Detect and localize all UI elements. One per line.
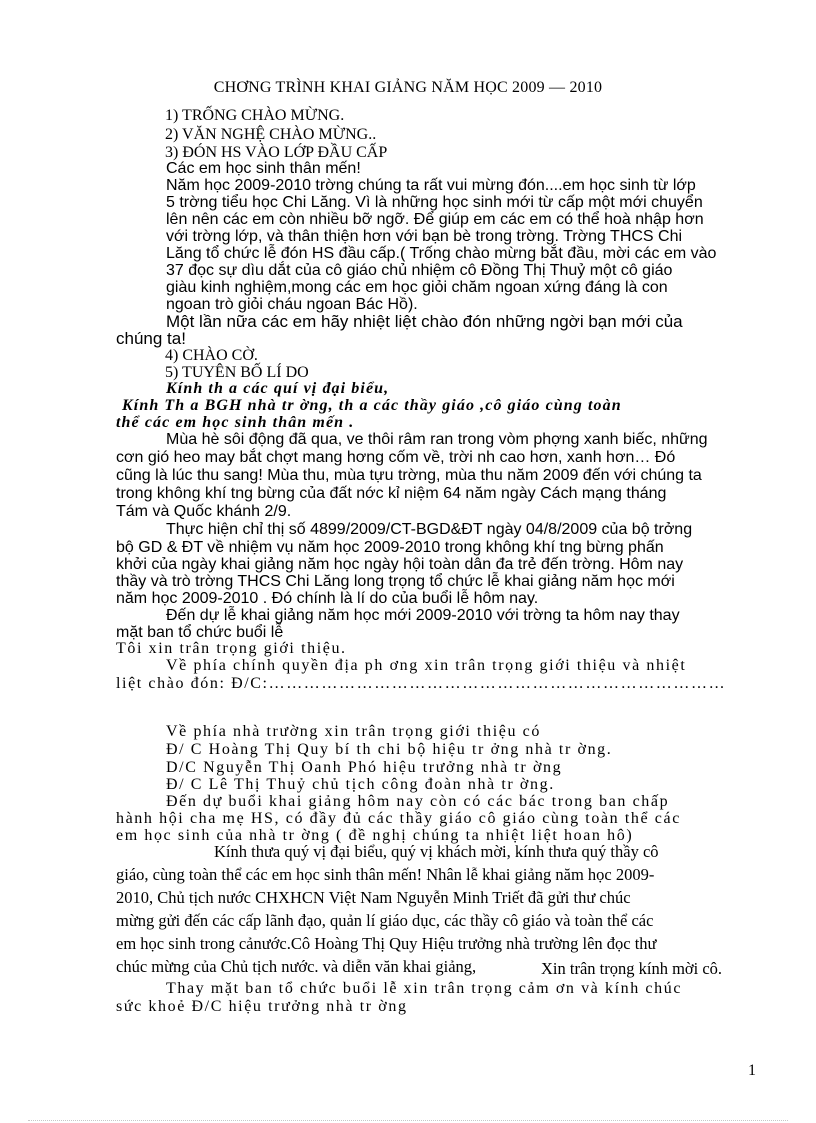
- welcome-line: Các em học sinh thân mến!: [166, 160, 361, 177]
- welcome-line: 5 trờng tiểu học Chi Lăng. Vì là những học sinh mới từ cấp một mới chuyển: [166, 194, 703, 211]
- body-line: năm học 2009-2010 . Đó chính là lí do của buổi lễ hôm nay.: [116, 590, 539, 607]
- body-line: Tám và Quốc khánh 2/9.: [116, 503, 292, 520]
- body-line: Kính thưa quý vị đại biểu, quý vị khách mời, kính thưa quý thầy cô: [214, 842, 659, 861]
- welcome-line: ngoan trò giỏi cháu ngoan Bác Hồ).: [166, 296, 418, 313]
- body-line: em học sinh trong cảnước.Cô Hoàng Thị Quy Hiệu trưởng nhà trường lên đọc thư: [116, 934, 657, 953]
- salutation-line: Kính Th a BGH nhà tr ờng, th a các thầy giáo ,cô giáo cùng toàn: [122, 397, 622, 414]
- page-bottom-border: [28, 1120, 788, 1121]
- intro-line: Về phía chính quyền địa ph ơng xin trân trọng giới thiệu và nhiệt: [166, 657, 687, 674]
- page-number: 1: [748, 1062, 756, 1079]
- body-line: thầy và trò trờng THCS Chi Lăng long trọng tổ chức lễ khai giảng năm học mới: [116, 573, 675, 590]
- program-item-1: 1) TRỐNG CHÀO MỪNG.: [165, 107, 345, 124]
- body-line: trong không khí tng bừng của đất nớc kỉ niệm 64 năm ngày Cách mạng tháng: [116, 485, 667, 502]
- body-line: cũng là lúc thu sang! Mùa thu, mùa tựu trờng, mùa thu năm 2009 đến với chúng ta: [116, 467, 702, 484]
- welcome-line: lên nên các em còn nhiều bỡ ngỡ. Để giúp em các em có thể hoà nhập hơn: [166, 211, 704, 228]
- intro-line: em học sinh của nhà tr ờng ( đề nghị chúng ta nhiệt liệt hoan hô): [116, 827, 634, 844]
- body-line: 2010, Chủ tịch nước CHXHCN Việt Nam Nguyễn Minh Triết đã gửi thư chúc: [116, 888, 631, 907]
- body-line: mặt ban tổ chức buổi lễ: [116, 624, 284, 641]
- intro-line: Đến dự buổi khai giảng hôm nay còn có các bác trong ban chấp: [166, 793, 670, 810]
- welcome-line: chúng ta!: [116, 329, 186, 348]
- body-line: Thực hiện chỉ thị số 4899/2009/CT-BGD&ĐT ngày 04/8/2009 của bộ trởng: [166, 521, 693, 538]
- body-line: giáo, cùng toàn thể các em học sinh thân mến! Nhân lễ khai giảng năm học 2009-: [116, 865, 655, 884]
- program-item-2: 2) VĂN NGHỆ CHÀO MỪNG..: [165, 126, 377, 143]
- program-item-4: 4) CHÀO CỜ.: [165, 347, 258, 364]
- welcome-line: với trờng lớp, và thân thiện hơn với bạn bè trong trờng. Trờng THCS Chi: [166, 228, 683, 245]
- body-line: khởi của ngày khai giảng năm học ngày hội toàn dân đa trẻ đến trờng. Hôm nay: [116, 556, 684, 573]
- intro-line: Đ/ C Lê Thị Thuỷ chủ tịch công đoàn nhà tr ờng.: [166, 776, 555, 793]
- intro-line: hành hội cha mẹ HS, có đầy đủ các thầy giáo cô giáo cùng toàn thể các: [116, 810, 681, 827]
- intro-line: Đ/ C Hoàng Thị Quy bí th chi bộ hiệu tr ởng nhà tr ờng.: [166, 741, 613, 758]
- body-line: cơn gió heo may bắt chợt mang hơng cốm về, trời nh cao hơn, xanh hơn… Đó: [116, 449, 676, 466]
- body-line: Mùa hè sôi động đã qua, ve thôi râm ran trong vòm phợng xanh biếc, những: [166, 431, 708, 448]
- intro-line: liệt chào đón: Đ/C:……………………………………………………………………: [116, 675, 727, 692]
- body-line: Xin trân trọng kính mời cô.: [541, 959, 723, 978]
- body-line: bộ GD & ĐT về nhiệm vụ năm học 2009-2010 trong không khí tng bừng phấn: [116, 539, 664, 556]
- body-line: mừng gửi đến các cấp lãnh đạo, quản lí giáo dục, các thầy cô giáo và toàn thể các: [116, 911, 654, 930]
- welcome-line: 37 đọc sự dìu dắt của cô giáo chủ nhiệm cô Đồng Thị Thuỷ một cô giáo: [166, 262, 673, 279]
- intro-line: Tôi xin trân trọng giới thiệu.: [116, 640, 347, 657]
- welcome-line: Năm học 2009-2010 trờng chúng ta rất vui mừng đón....em học sinh từ lớp: [166, 177, 696, 194]
- body-line: chúc mừng của Chủ tịch nước. và diễn văn khai giảng,: [116, 957, 477, 976]
- salutation-line: thể các em học sinh thân mến .: [116, 414, 355, 431]
- program-item-3: 3) ĐÓN HS VÀO LỚP ĐẦU CẤP: [165, 144, 388, 161]
- salutation-line: Kính th a các quí vị đại biểu,: [166, 380, 390, 397]
- welcome-line: Một lần nữa các em hãy nhiệt liệt chào đón những ngời bạn mới của: [166, 312, 683, 331]
- intro-line: Về phía nhà trường xin trân trọng giới thiệu có: [166, 723, 541, 740]
- document-title: CHƠNG TRÌNH KHAI GIẢNG NĂM HỌC 2009 — 2010: [213, 79, 603, 96]
- intro-line: D/C Nguyễn Thị Oanh Phó hiệu trưởng nhà tr ờng: [166, 759, 563, 776]
- body-line: Đến dự lễ khai giảng năm học mới 2009-2010 với trờng ta hôm nay thay: [166, 607, 680, 624]
- welcome-line: Lăng tổ chức lễ đón HS đầu cấp.( Trống chào mừng bắt đầu, mời các em vào: [166, 245, 717, 262]
- closing-line: Thay mặt ban tổ chức buổi lễ xin trân trọng cảm ơn và kính chúc: [166, 980, 683, 997]
- program-item-5: 5) TUYÊN BỐ LÍ DO: [165, 364, 309, 381]
- closing-line: sức khoẻ Đ/C hiệu trưởng nhà tr ờng: [116, 998, 408, 1015]
- welcome-line: giàu kinh nghiệm,mong các em học giỏi chăm ngoan xứng đáng là con: [166, 279, 668, 296]
